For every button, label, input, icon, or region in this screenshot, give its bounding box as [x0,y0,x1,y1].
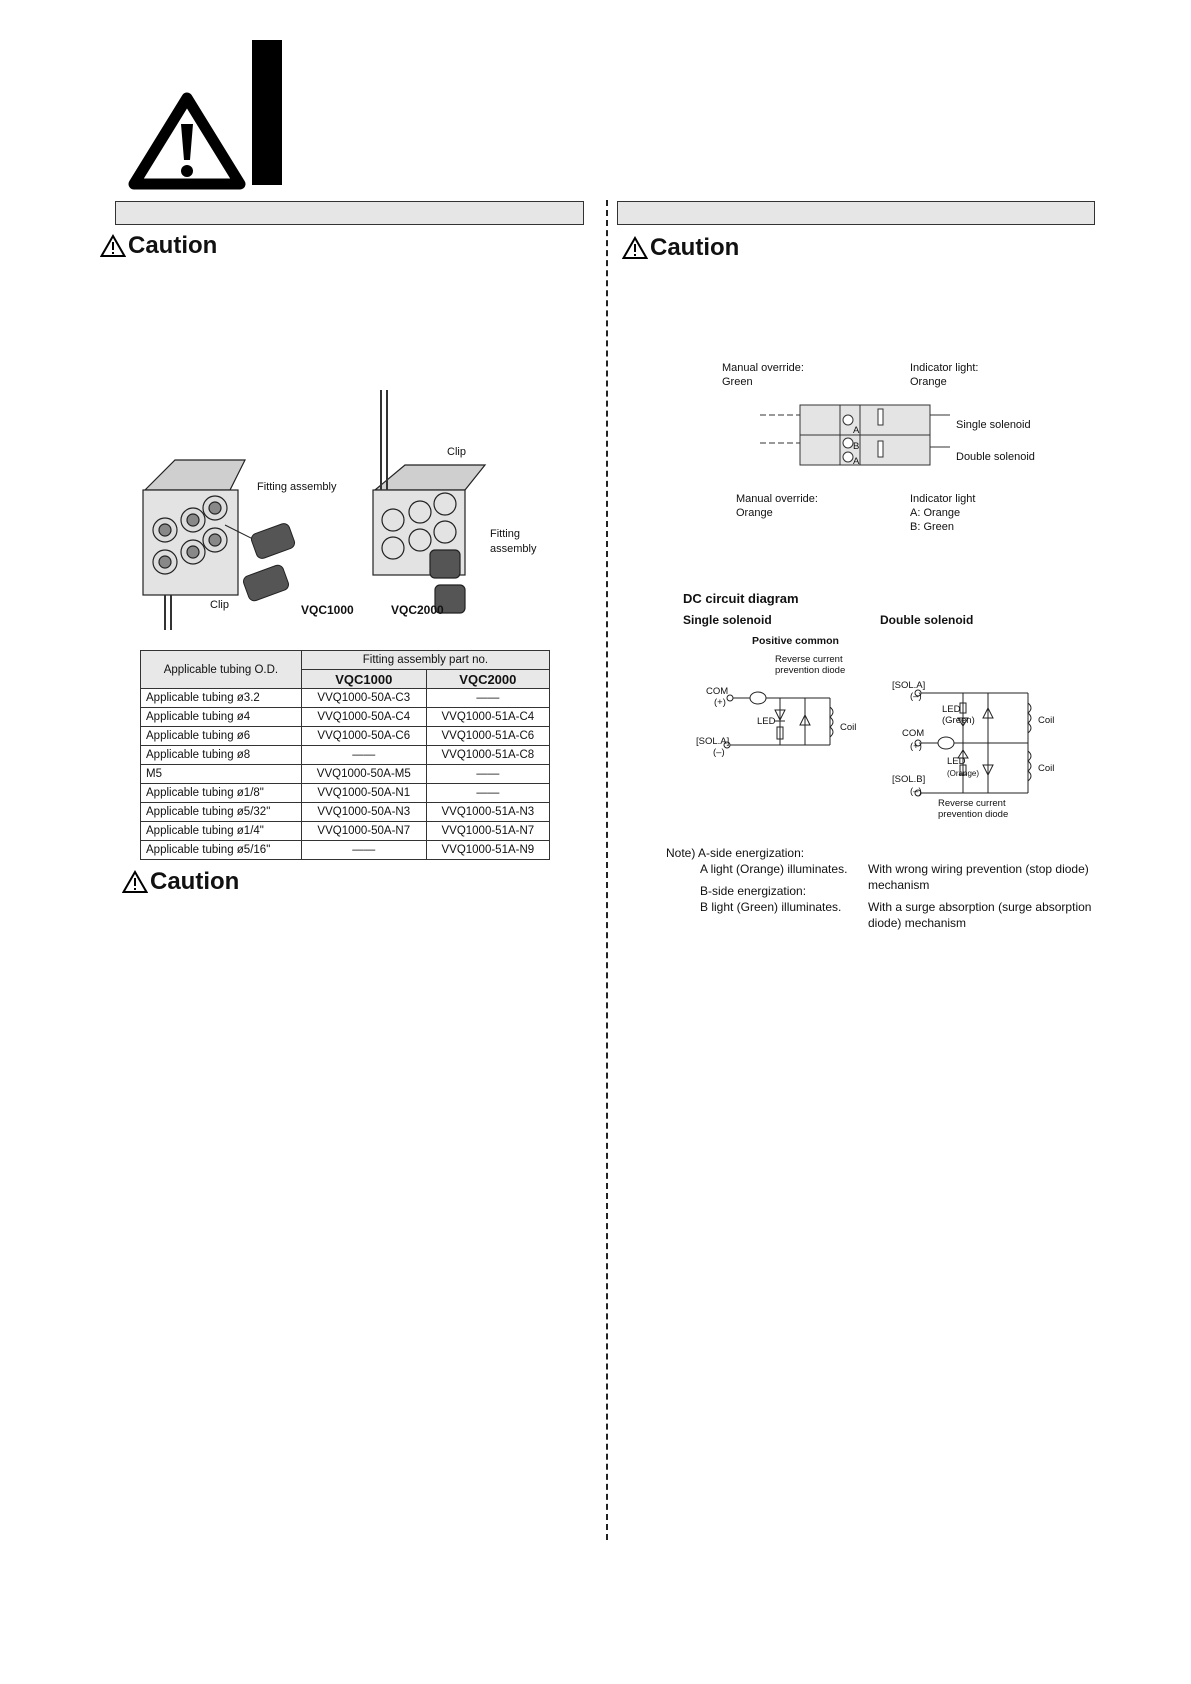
tubing-cell: Applicable tubing ø1/4" [141,822,302,841]
tubing-cell: Applicable tubing ø5/16" [141,841,302,860]
table-body [141,689,550,860]
vqc2000-part-cell: VVQ1000-51A-N7 [426,822,549,841]
d-led-green-label: LED [942,704,961,715]
table-row [141,803,550,822]
note-b-side: B-side energization: [700,884,807,898]
double-solenoid-title: Double solenoid [880,613,974,627]
dc-circuit-title: DC circuit diagram [683,591,799,606]
vqc2000-manifold-drawing [373,465,485,613]
caution-icon [622,236,648,260]
tubing-cell: Applicable tubing ø5/32" [141,803,302,822]
table-row [141,727,550,746]
note-surge-2: diode) mechanism [868,916,967,930]
d-coil2-label: Coil [1038,763,1055,774]
vqc1000-part-cell: —— [301,746,426,765]
tubing-cell: Applicable tubing ø6 [141,727,302,746]
table-header-vqc1000: VQC1000 [301,670,426,689]
note-wrong-wiring-2: mechanism [868,878,930,892]
vqc1000-part-cell: VVQ1000-50A-M5 [301,765,426,784]
table-header-vqc2000: VQC2000 [426,670,549,689]
vqc2000-part-cell: VVQ1000-51A-C4 [426,708,549,727]
d-sola-label: [SOL.A] [892,680,926,691]
il-orange-label-2: Orange [910,376,947,388]
d-coil1-label: Coil [1038,715,1055,726]
clip-top-label: Clip [447,446,466,458]
vqc1000-part-cell: VVQ1000-50A-N1 [301,784,426,803]
table-row [141,784,550,803]
table-row [141,765,550,784]
il-orange-label-1: Indicator light: [910,362,979,374]
letter-a1: A [853,425,860,436]
d-orange-label: (Orange) [947,769,980,778]
tubing-cell: Applicable tubing ø8 [141,746,302,765]
warning-triangle-icon [128,92,246,190]
vqc1000-part-cell: VVQ1000-50A-C6 [301,727,426,746]
vqc1000-part-cell: —— [301,841,426,860]
caution-icon [100,234,126,258]
fitting-part-table [140,650,550,860]
vqc2000-part-cell: VVQ1000-51A-C6 [426,727,549,746]
note-a-light: A light (Orange) illuminates. [700,862,848,876]
rev-current-label-2: prevention diode [775,665,846,676]
vqc2000-label: VQC2000 [391,603,444,617]
right-section-bar [617,201,1095,225]
left-section-bar [115,201,584,225]
vqc2000-part-cell: VVQ1000-51A-C8 [426,746,549,765]
indicator-light-figure [760,395,960,475]
single-solenoid-label: Single solenoid [956,419,1031,431]
table-header-group: Fitting assembly part no. [301,651,549,670]
double-solenoid-circuit [898,683,1058,803]
vqc1000-part-cell: VVQ1000-50A-C3 [301,689,426,708]
com-label: COM [706,686,729,697]
double-solenoid-label: Double solenoid [956,451,1035,463]
mo-green-label-1: Manual override: [722,362,804,374]
d-green-label: (Green) [942,715,975,726]
note-b-light: B light (Green) illuminates. [700,900,842,914]
d-solb-label: [SOL.B] [892,774,926,785]
vqc2000-part-cell: —— [426,765,549,784]
table-row [141,841,550,860]
tubing-cell: M5 [141,765,302,784]
il-ab-label-3: B: Green [910,521,955,533]
vqc1000-part-cell: VVQ1000-50A-C4 [301,708,426,727]
plus-label: (+) [714,697,726,708]
fitting-assembly-label-2b: assembly [490,543,537,555]
mo-green-label-2: Green [722,376,753,388]
d-com-label: COM [902,728,925,739]
vqc1000-label: VQC1000 [301,603,354,617]
sola-label: [SOL.A] [696,736,730,747]
table-row [141,689,550,708]
il-ab-label-2: A: Orange [910,507,961,519]
fitting-assembly-label-1: Fitting assembly [257,481,337,493]
d-minus2-label: (–) [910,786,922,797]
d-led-orange-label: LED [947,756,966,767]
letter-b: B [853,441,860,452]
vqc1000-part-cell: VVQ1000-50A-N7 [301,822,426,841]
table-row [141,708,550,727]
tubing-cell: Applicable tubing ø4 [141,708,302,727]
table-header-tubing: Applicable tubing O.D. [141,651,302,689]
vqc2000-part-cell: —— [426,689,549,708]
table-row [141,746,550,765]
il-ab-label-1: Indicator light [910,493,976,505]
fitting-assembly-label-2: Fitting [490,528,520,540]
clip-bottom-label: Clip [210,599,229,611]
tubing-cell: Applicable tubing ø3.2 [141,689,302,708]
d-minus1-label: (–) [910,691,922,702]
mo-orange-label-2: Orange [736,507,773,519]
table-row [141,822,550,841]
note-wrong-wiring-1: With wrong wiring prevention (stop diode) [868,862,1089,876]
vqc2000-part-cell: VVQ1000-51A-N9 [426,841,549,860]
mo-orange-label-1: Manual override: [736,493,818,505]
note-line1: Note) A-side energization: [666,846,805,860]
left-caution-heading-2: Caution [122,868,239,896]
d-plus-label: (+) [910,741,922,752]
fitting-assembly-figure [135,390,555,630]
column-divider [606,200,608,1540]
tubing-cell: Applicable tubing ø1/8" [141,784,302,803]
led-label: LED [757,716,776,727]
vqc1000-part-cell: VVQ1000-50A-N3 [301,803,426,822]
positive-common-label: Positive common [752,635,839,647]
letter-a2: A [853,456,860,467]
right-caution-heading: Caution [622,234,739,262]
single-solenoid-title: Single solenoid [683,613,772,627]
header-black-bar [252,40,282,185]
left-caution-heading: Caution [100,232,217,260]
caution-icon [122,870,148,894]
d-rev-label-2: prevention diode [938,809,1009,820]
vqc2000-part-cell: VVQ1000-51A-N3 [426,803,549,822]
minus-label: (–) [713,747,725,758]
note-surge-1: With a surge absorption (surge absorption [868,900,1092,914]
vqc2000-part-cell: —— [426,784,549,803]
rev-current-label-1: Reverse current [775,654,843,665]
coil-label: Coil [840,722,857,733]
d-rev-label-1: Reverse current [938,798,1006,809]
